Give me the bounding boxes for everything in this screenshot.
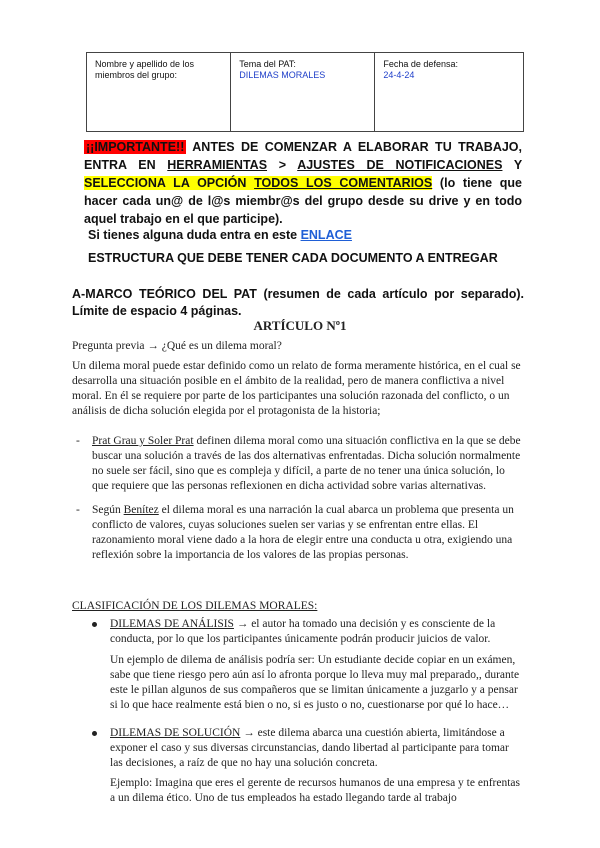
bullet-icon (92, 622, 97, 627)
item1-authors: Prat Grau y Soler Prat (92, 435, 194, 447)
members-cell (87, 53, 231, 132)
date-cell (375, 53, 524, 132)
article-title: ARTÍCULO Nº1 (253, 318, 347, 333)
analysis-text: → el autor ha tomado una decisión y es consciente de la conducta, por lo que los participantes únicamente podrán producir juicios de valor. (110, 618, 496, 645)
intro-paragraph: Un dilema moral puede estar definido como un relato de forma meramente histórica, en el cual se desarrolla una situación posible en el ámbito de la realidad, pero de manera conflictiva a nivel moral. En él se requiere por parte de los participantes una solución razonada del conflicto, o un análisis de dicha solución elegida por el protagonista de la historia; (72, 360, 521, 417)
important-text-3: Y (502, 158, 522, 172)
todos-comentarios-text: TODOS LOS COMENTARIOS (254, 176, 433, 190)
solution-text: → este dilema abarca una cuestión abierta, limitándose a exponer el caso y sus diversas circunstancias, dando libertad al participante para tomar las decisiones, a raíz de que no hay una solución concreta. (110, 727, 509, 769)
item1-text: definen dilema moral como una situación conflictiva en la que se debe buscar una solución a través de las dos alternativas enfrentadas. Dicha solución normalmente no suele ser fácil, sino que es compleja y difícil, a parte de no tener una única solución, lo que requiere que las personas reflexionen en dicha actividad sobre varias alternativas. (92, 435, 521, 492)
item2-text: el dilema moral es una narración la cual abarca un problema que presenta un conflicto de valores, cuyas soluciones suelen ser varias y se enfrentan entre ellas. El razonamiento moral viene dado a la hora de elegir entre una conducta u otra, exigiendo una reflexión sobre la importancia de los valores de las propias personas. (92, 504, 514, 561)
doubt-line (88, 228, 352, 242)
members-label: Nombre y apellido de los miembros del grupo: (95, 59, 195, 80)
theme-label: Tema del PAT: (239, 59, 296, 69)
list-item (110, 726, 524, 771)
theme-cell (231, 53, 375, 132)
ajustes-text: AJUSTES DE NOTIFICACIONES (297, 158, 503, 172)
item2-pre: Según (92, 504, 124, 516)
classification-title: CLASIFICACIÓN DE LOS DILEMAS MORALES: (72, 600, 318, 612)
header-table (86, 52, 524, 132)
bullet-icon (92, 731, 97, 736)
list-item (110, 617, 524, 647)
solution-example: Ejemplo: Imagina que eres el gerente de recursos humanos de una empresa y te enfrentas a un dilema ético. Uno de tus empleados ha estado llegando tarde al trabajo (110, 777, 521, 804)
theme-value: DILEMAS MORALES (239, 70, 326, 80)
date-label: Fecha de defensa: (383, 59, 458, 69)
date-value: 24-4-24 (383, 70, 415, 80)
important-tag: ¡¡IMPORTANTE!! (86, 140, 185, 154)
analysis-example: Un ejemplo de dilema de análisis podría ser: Un estudiante decide copiar en un exámen, sabe que tiene riesgo pero aún así lo afronta porque lo lleva muy mal preparado,, durante este le pillan algunos de sus compañeros que se limitan únicamente a juzgarlo y a pensar si lo que hace realmente está bien o no, si es justo o no, cuestionarse por qué lo hace… (110, 654, 520, 711)
important-text-2: > (267, 158, 298, 172)
marco-heading: A-MARCO TEÓRICO DEL PAT (resumen de cada artículo por separado). Límite de espacio 4 páginas. (72, 287, 524, 318)
important-text-4: (lo tiene que hacer cada un@ de l@s miembr@s del grupo desde su drive y en todo aquel trabajo en el que participe). (84, 176, 522, 226)
structure-heading: ESTRUCTURA QUE DEBE TENER CADA DOCUMENTO A ENTREGAR (88, 251, 498, 265)
analysis-label: DILEMAS DE ANÁLISIS (110, 618, 234, 630)
enlace-link[interactable]: ENLACE (300, 228, 352, 242)
list-item: - Según Benítez el dilema moral es una narración la cual abarca un problema que presenta un conflicto de valores, cuyas soluciones suelen ser varias y se enfrentan entre ellas. El razonamiento moral viene dado a la hora de elegir entre una conducta u otra, exigiendo una reflexión sobre la importancia de los valores de las propias personas. (76, 504, 514, 561)
herramientas-text: HERRAMIENTAS (167, 158, 268, 172)
important-text-1: ANTES DE COMENZAR A ELABORAR TU TRABAJO, ENTRA EN (84, 140, 522, 172)
selecciona-text: SELECCIONA LA OPCIÓN (84, 176, 255, 190)
list-item: - Prat Grau y Soler Prat definen dilema moral como una situación conflictiva en la que se debe buscar una solución a través de las dos alternativas enfrentadas. Dicha solución normalmente no suele ser fácil, sino que es compleja y difícil, a parte de no tener una única solución, lo que requiere que las personas reflexionen en dicha actividad sobre varias alternativas. (76, 435, 521, 492)
doubt-text: Si tienes alguna duda entra en este (88, 228, 301, 242)
question-line: Pregunta previa → ¿Qué es un dilema moral? (72, 340, 282, 352)
important-notice (84, 138, 522, 228)
item2-author: Benítez (123, 504, 159, 516)
solution-label: DILEMAS DE SOLUCIÓN (110, 727, 241, 739)
